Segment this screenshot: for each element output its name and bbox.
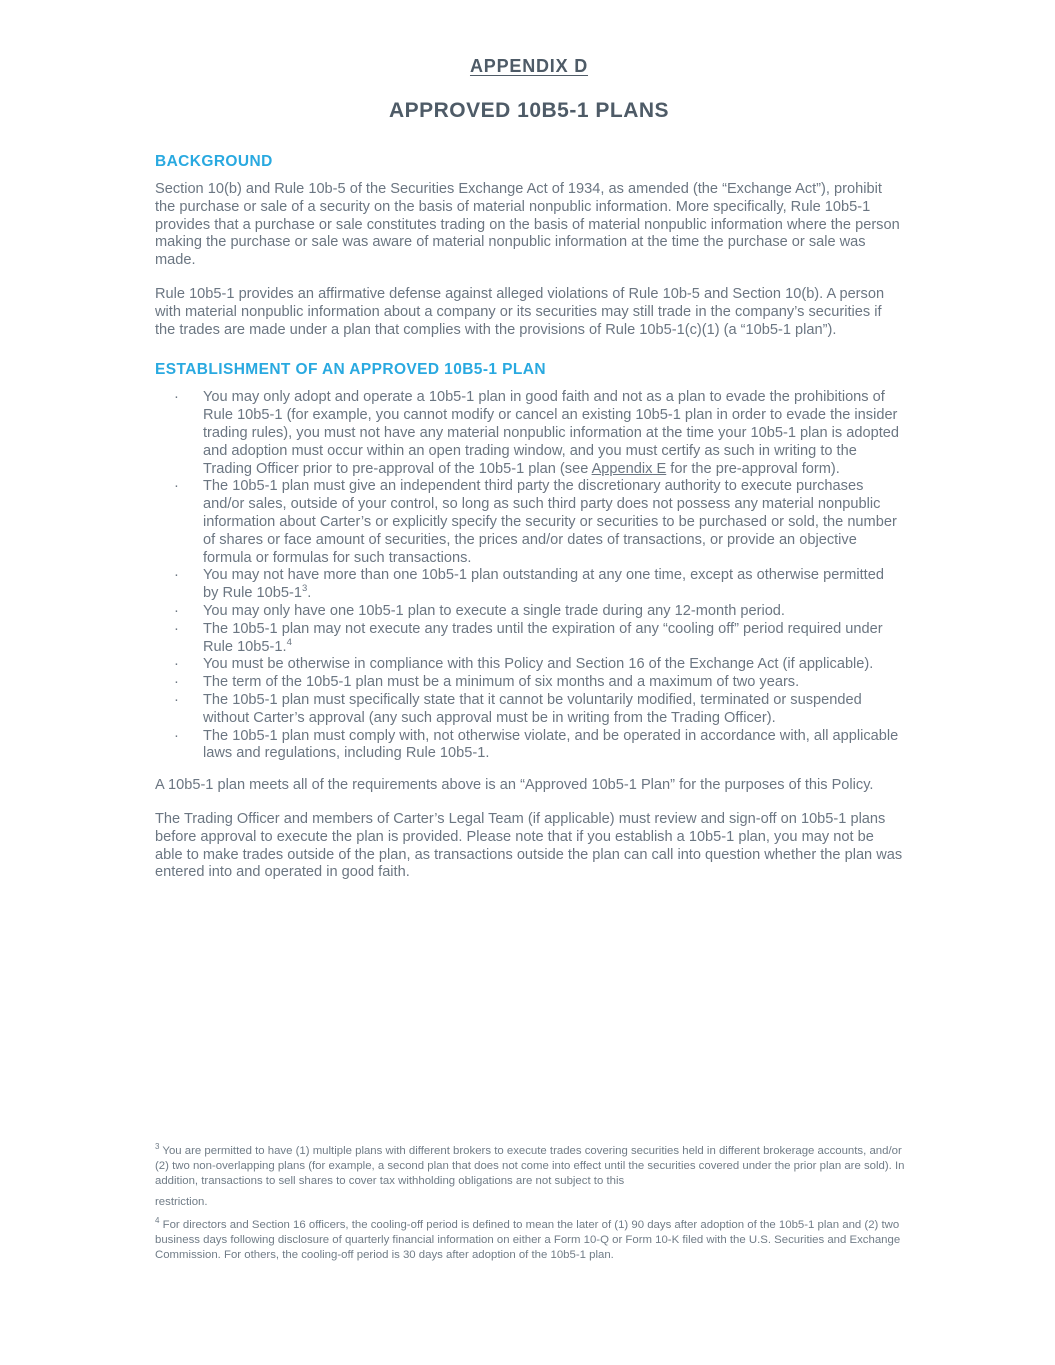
appendix-title: APPENDIX D [469,56,589,76]
bullet-text: The 10b5-1 plan must specifically state that it cannot be voluntarily modified, terminated or suspended without Carter’s approval (any such approval must be in writing from the Trading Officer). [203,691,862,726]
list-item-cooling-off [155,621,903,657]
closing-paragraph-1: A 10b5-1 plan meets all of the requirements above is an “Approved 10b5-1 Plan” for the purposes of this Policy. [155,777,874,794]
list-item-modification [155,692,903,728]
bullet-text: for the pre-approval form). [666,460,840,477]
list-item-one-plan [155,567,903,603]
footnote-3-text: You are permitted to have (1) multiple plans with different brokers to execute trades covering securities held in different brokerage accounts, and/or (2) two non-overlapping plans (for example, a second plan that does not come into effect until the securities covered under the prior plan are sold). In addition, transactions to sell shares to cover tax withholding obligations are not subject to this [155,1145,905,1188]
footnote-3-continuation: restriction. [155,1195,208,1208]
section-heading-establishment: ESTABLISHMENT OF AN APPROVED 10B5-1 PLAN [155,361,546,379]
footnote-4 [155,1218,907,1264]
bullet-text: The 10b5-1 plan must give an independent third party the discretionary authority to execute purchases and/or sales, outside of your control, so long as such third party does not possess any material nonpublic information about Carter’s or explicitly specify the security or securities to be purchased or sold, the number of shares or face amount of securities, the prices and/or dates of transactions, or provide an objective formula or formulas for such transactions. [203,478,897,566]
list-item-comply-laws [155,728,903,764]
footnote-3-marker: 3 [155,1142,160,1152]
document-content [155,56,903,898]
list-item-single-trade [155,603,903,621]
footnote-4-marker: 4 [155,1216,160,1226]
bullet-text: You may only adopt and operate a 10b5-1 plan in good faith and not as a plan to evade the prohibitions of Rule 10b5-1 (for example, you cannot modify or cancel an existing 10b5-1 plan in order to evade the insider trading rules), you must not have any material nonpublic information at the time your 10b5-1 plan is adopted and adoption must occur within an open trading window, and you must certify as such in writing to the Trading Officer prior to pre-approval of the 10b5-1 plan (see [203,389,900,477]
bullet-text: The 10b5-1 plan must comply with, not otherwise violate, and be operated in accordance with, all applicable laws and regulations, including Rule 10b5-1. [203,727,899,762]
bullet-text: The 10b5-1 plan may not execute any trades until the expiration of any “cooling off” period required under Rule 10b5-1. [203,620,883,655]
list-item-adopt-good-faith [155,389,903,478]
background-paragraph-1: Section 10(b) and Rule 10b-5 of the Securities Exchange Act of 1934, as amended (the “Exchange Act”), prohibit the purchase or sale of a security on the basis of material nonpublic information. More specifically, Rule 10b5-1 provides that a purchase or sale constitutes trading on the basis of material nonpublic information where the person making the purchase or sale was aware of material nonpublic information at the time the purchase or sale was made. [155,181,900,269]
background-paragraph-2: Rule 10b5-1 provides an affirmative defense against alleged violations of Rule 10b-5 and Section 10(b). A person with material nonpublic information about a company or its securities may still trade in the company’s securities if the trades are made under a plan that complies with the provisions of Rule 10b5-1(c)(1) (a “10b5-1 plan”). [155,285,885,338]
closing-paragraph-2: The Trading Officer and members of Carter’s Legal Team (if applicable) must review and sign-off on 10b5-1 plans before approval to execute the plan is provided. Please note that if you establish a 10b5-1 plan, you may not be able to make trades outside of the plan, as transactions outside the plan can call into question whether the plan was entered into and operated in good faith. [155,810,903,881]
bullet-text: You must be otherwise in compliance with this Policy and Section 16 of the Exchange Act (if applicable). [203,656,874,673]
section-heading-background: BACKGROUND [155,153,273,170]
footnote-3 [155,1144,907,1210]
appendix-e-link[interactable]: Appendix E [591,460,667,477]
footnotes [155,1144,907,1271]
footnote-3-reference: 3 [301,583,308,595]
bullet-text: You may not have more than one 10b5-1 plan outstanding at any one time, except as otherwise permitted by Rule 10b5-1 [203,567,884,602]
bullet-text: . [307,585,312,602]
requirements-list [155,389,903,763]
footnote-4-reference: 4 [286,636,292,648]
appendix-subtitle: APPROVED 10B5-1 PLANS [388,99,670,122]
bullet-text: The term of the 10b5-1 plan must be a minimum of six months and a maximum of two years. [203,674,800,691]
list-item-third-party [155,478,903,567]
footnote-4-text: For directors and Section 16 officers, the cooling-off period is defined to mean the later of (1) 90 days after adoption of the 10b5-1 plan and (2) two business days following disclosure of quarterly financial information on either a Form 10-Q or Form 10-K filed with the U.S. Securities and Exchange Commission. For others, the cooling-off period is 30 days after adoption of the 10b5-1 plan. [155,1218,901,1262]
bullet-text: You may only have one 10b5-1 plan to execute a single trade during any 12-month period. [203,602,785,619]
list-item-compliance [155,656,903,674]
list-item-term [155,674,903,692]
